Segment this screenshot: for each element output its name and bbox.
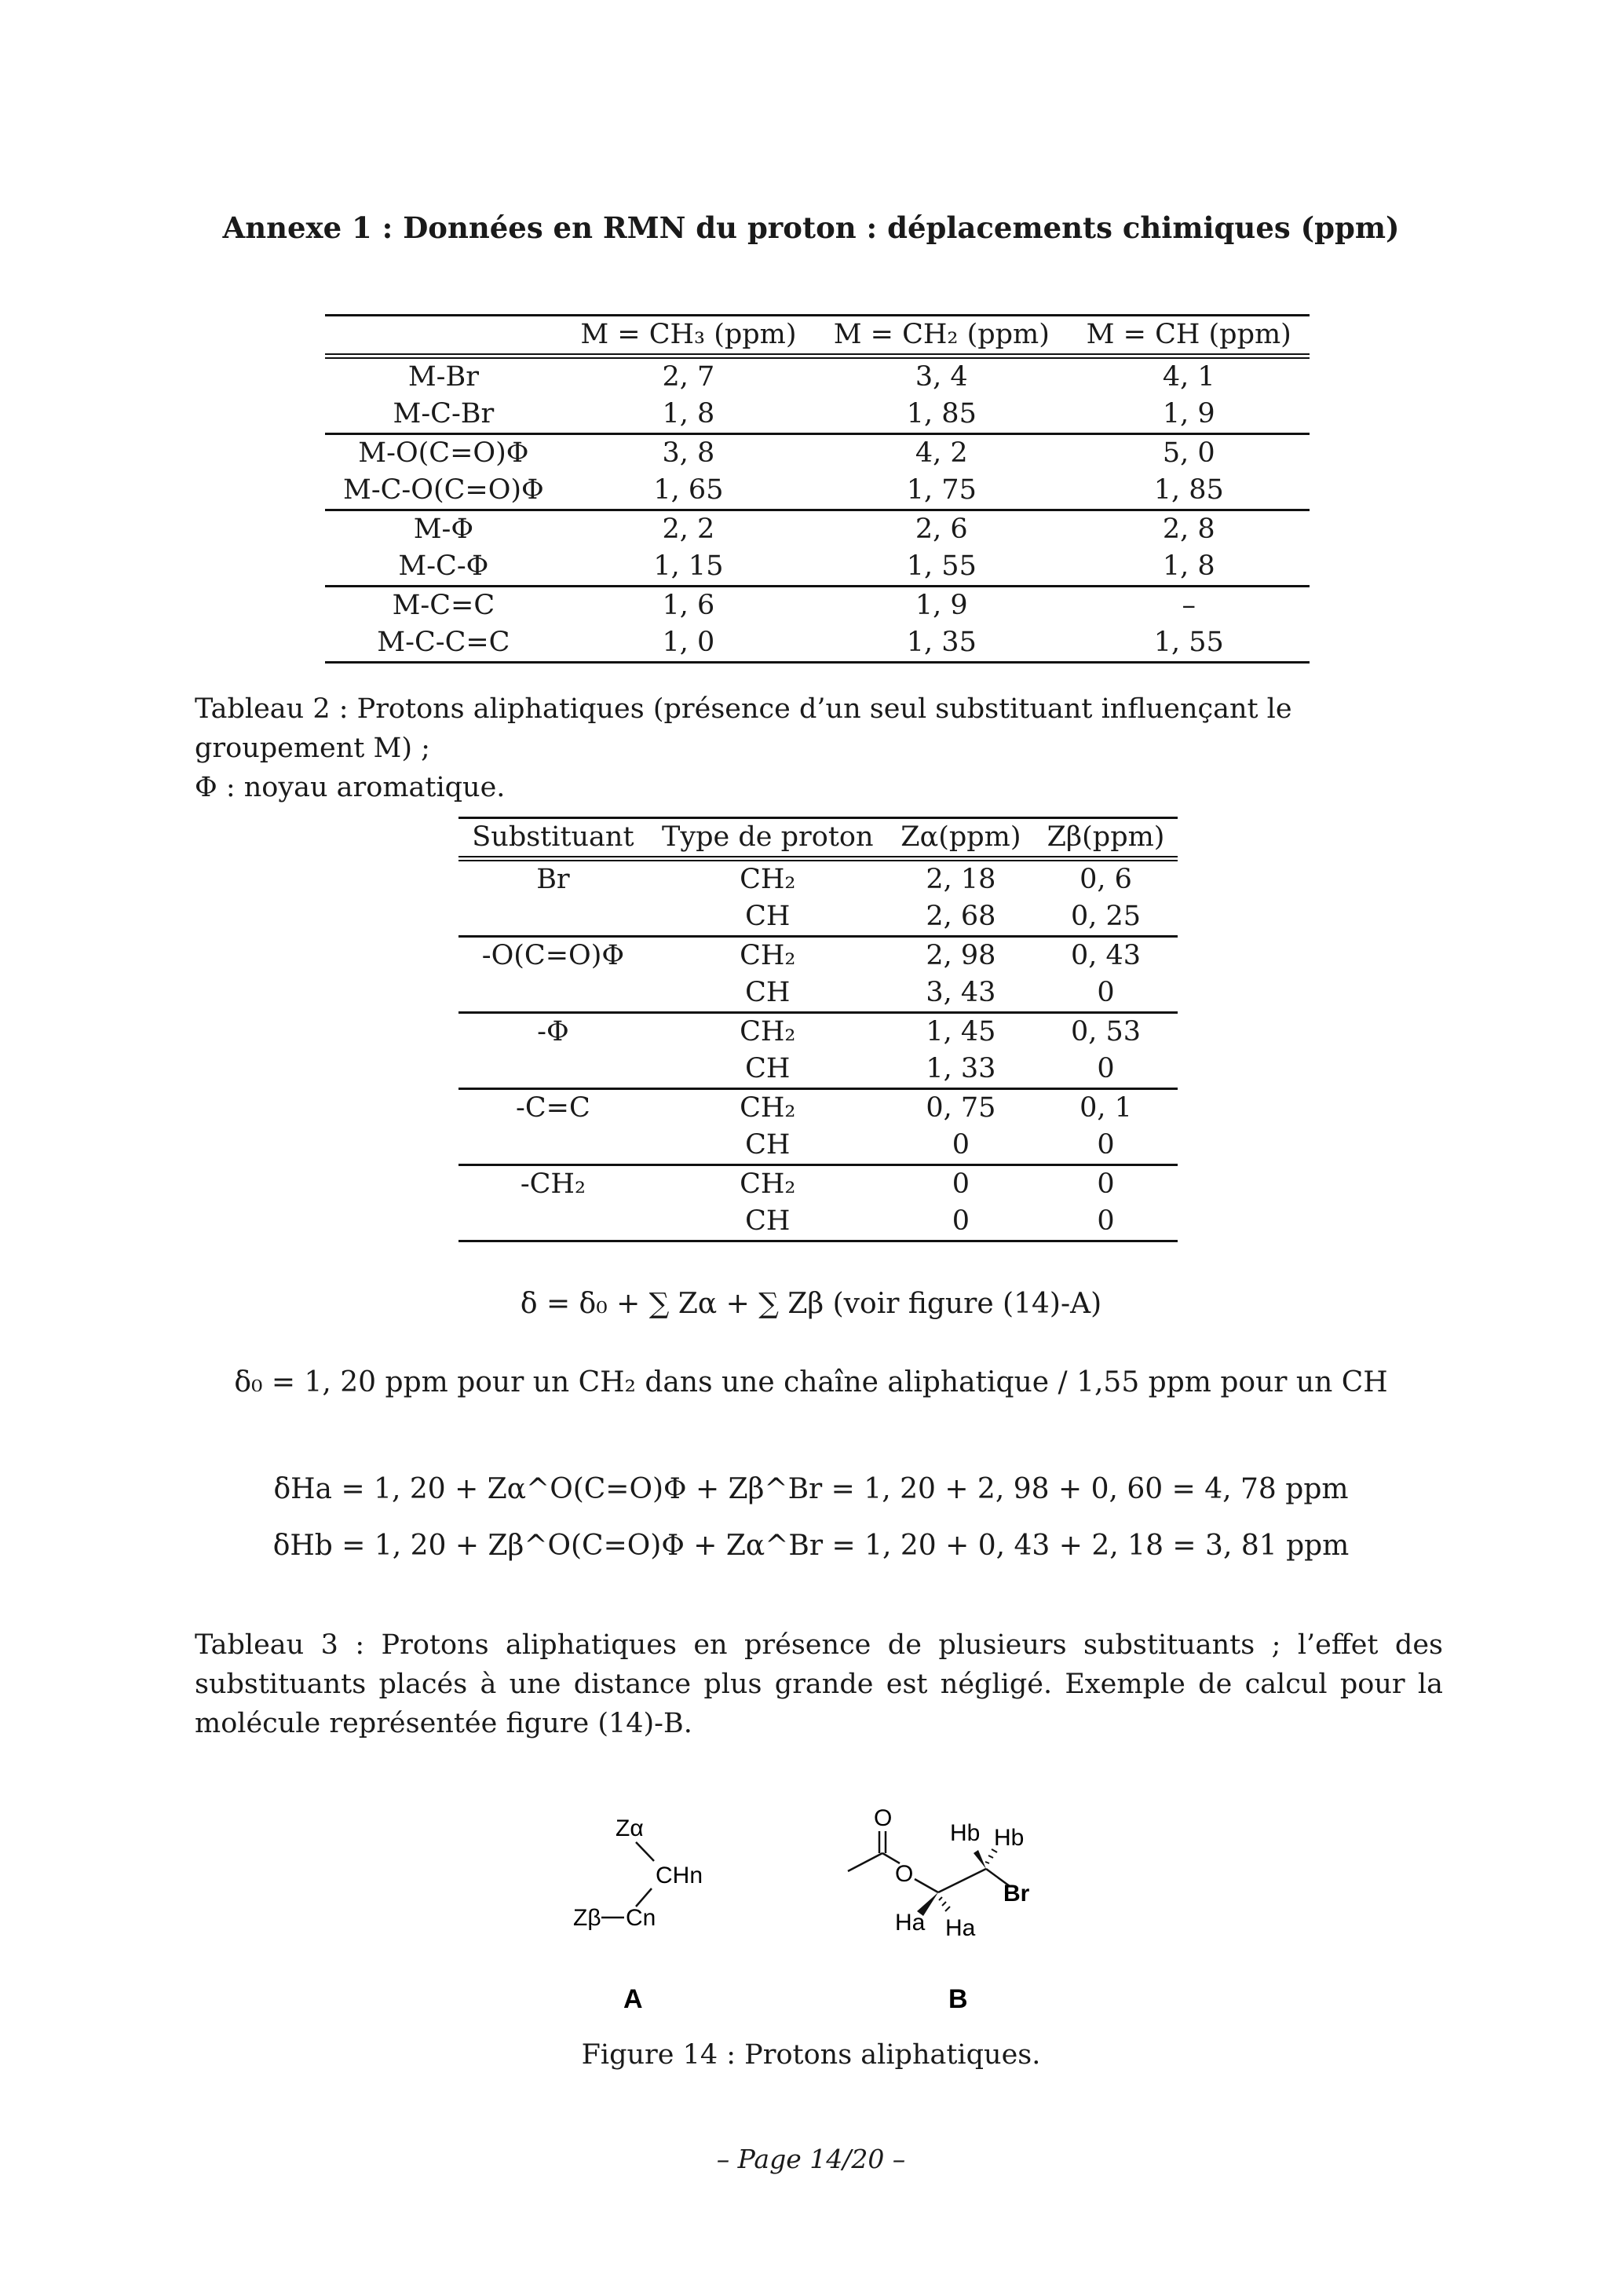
table-row xyxy=(325,510,1310,549)
table-3-cell: -O(C=O)Φ xyxy=(481,940,625,971)
table-3-cell: 0 xyxy=(1097,1205,1115,1237)
table-2-cell: 3, 8 xyxy=(662,437,715,469)
table-2-cell: 1, 15 xyxy=(653,550,724,582)
table-3-cell: 0 xyxy=(952,1168,970,1200)
table-2-cell: 3, 4 xyxy=(915,361,968,393)
table-3-cell: CH₂ xyxy=(740,1016,796,1047)
table-3-header-2: Zα(ppm) xyxy=(901,821,1021,853)
table-row xyxy=(325,548,1310,587)
table-2-cell: 1, 6 xyxy=(662,590,715,621)
annex-title: Annexe 1 : Données en RMN du proton : déplacements chimiques (ppm) xyxy=(222,210,1400,245)
mol-a-z-beta: Zβ xyxy=(573,1905,601,1931)
table-2 xyxy=(325,314,1310,664)
table-3-cell: CH₂ xyxy=(740,940,796,971)
table-3-cell: 0 xyxy=(952,1205,970,1237)
table-row xyxy=(458,898,1178,937)
table-3-cell: CH xyxy=(745,1053,791,1084)
table-3-cell: -C=C xyxy=(516,1092,590,1124)
table-3-cell: 1, 45 xyxy=(926,1016,996,1047)
table-2-cell: M-O(C=O)Φ xyxy=(358,437,529,469)
table-row xyxy=(458,937,1178,975)
table-2-cell: – xyxy=(1182,590,1196,621)
table-3-caption: Tableau 3 : Protons aliphatiques en présence de plusieurs substituants ; l’effet des substituants placés à une distance plus grande est négligé. Exemple de calcul pour la molécule représentée figure (14)-B. xyxy=(195,1629,1443,1739)
table-3-cell: 2, 68 xyxy=(926,901,996,932)
table-2-cell: 1, 8 xyxy=(1162,550,1215,582)
table-2-cell: 2, 6 xyxy=(915,514,968,545)
table-row xyxy=(458,859,1178,899)
mol-a-z-alpha: Zα xyxy=(616,1815,644,1841)
mol-a-cn: Cn xyxy=(626,1905,656,1931)
table-2-cell: M-C-O(C=O)Φ xyxy=(342,474,544,506)
table-2-cell: M-Br xyxy=(407,361,479,393)
table-row xyxy=(458,1051,1178,1089)
table-row xyxy=(458,1013,1178,1051)
table-3-cell xyxy=(458,898,648,937)
table-2-cell: 1, 35 xyxy=(906,627,977,658)
table-row xyxy=(325,624,1310,663)
delta0-definition: δ₀ = 1, 20 ppm pour un CH₂ dans une chaîne aliphatique / 1,55 ppm pour un CH xyxy=(234,1366,1388,1398)
mol-b-br: Br xyxy=(1003,1881,1030,1907)
mol-b-ha-1: Ha xyxy=(895,1910,926,1936)
table-row xyxy=(325,356,1310,397)
table-row xyxy=(458,1089,1178,1128)
table-3-cell: CH xyxy=(745,1129,791,1161)
chemical-shift-formula: δ = δ₀ + ∑ Zα + ∑ Zβ (voir figure (14)-A) xyxy=(520,1288,1102,1320)
table-2-cell: 2, 7 xyxy=(662,361,715,393)
table-2-cell: 4, 1 xyxy=(1162,361,1215,393)
mol-a-chn: CHn xyxy=(656,1863,703,1888)
table-2-cell: M-C-Φ xyxy=(398,550,489,582)
figure-14-molecules xyxy=(550,1790,1115,2026)
table-row xyxy=(458,974,1178,1013)
mol-b-hb-2: Hb xyxy=(994,1825,1025,1851)
table-3-cell: 2, 18 xyxy=(926,864,996,895)
table-3-cell xyxy=(458,1051,648,1089)
table-3-cell: -CH₂ xyxy=(520,1168,586,1200)
table-3-cell xyxy=(458,1203,648,1241)
equation-hb: δHb = 1, 20 + Zβ^O(C=O)Φ + Zα^Br = 1, 20 + 0, 43 + 2, 18 = 3, 81 ppm xyxy=(272,1530,1350,1562)
table-row xyxy=(325,396,1310,434)
table-2-cell: M-C=C xyxy=(392,590,495,621)
table-3-cell: 0 xyxy=(1097,1053,1115,1084)
table-row xyxy=(325,587,1310,625)
table-3-cell: 0 xyxy=(1097,977,1115,1008)
table-row xyxy=(325,434,1310,473)
table-2-cell: 2, 2 xyxy=(662,514,715,545)
table-3-cell: CH xyxy=(745,1205,791,1237)
table-3-cell: CH₂ xyxy=(740,864,796,895)
table-3-cell: 0, 25 xyxy=(1071,901,1142,932)
table-3-cell: 2, 98 xyxy=(926,940,996,971)
table-3-cell xyxy=(458,1127,648,1165)
table-2-cell: 1, 55 xyxy=(1153,627,1224,658)
table-3-cell: 1, 33 xyxy=(926,1053,996,1084)
table-2-cell: 1, 75 xyxy=(906,474,977,506)
mol-b-hb-1: Hb xyxy=(950,1820,981,1846)
table-3-header-1: Type de proton xyxy=(662,821,874,853)
mol-b-ester-o: O xyxy=(895,1861,914,1887)
table-row xyxy=(458,1165,1178,1204)
table-3-cell: 0, 1 xyxy=(1080,1092,1132,1124)
figure-14-caption: Figure 14 : Protons aliphatiques. xyxy=(581,2039,1041,2071)
mol-b-ha-2: Ha xyxy=(945,1915,976,1941)
table-3-cell: 0, 53 xyxy=(1071,1016,1142,1047)
table-3-cell: 0, 6 xyxy=(1080,864,1132,895)
table-3-cell: CH xyxy=(745,901,791,932)
molecule-a xyxy=(573,1815,703,2014)
table-3-cell: CH xyxy=(745,977,791,1008)
table-3-cell: -Φ xyxy=(537,1016,569,1047)
table-3-cell: 0, 43 xyxy=(1071,940,1142,971)
table-3-cell: 0 xyxy=(1097,1168,1115,1200)
table-2-caption: Tableau 2 : Protons aliphatiques (présence d’un seul substituant influençant le groupement M) ; Φ : noyau aromatique. xyxy=(195,693,1292,803)
table-row xyxy=(458,1127,1178,1165)
table-3-header-0: Substituant xyxy=(472,821,634,853)
table-2-cell: M-C-C=C xyxy=(377,627,510,658)
table-3-cell: CH₂ xyxy=(740,1168,796,1200)
table-2-header-0 xyxy=(325,316,562,356)
table-2-header-1: M = CH₃ (ppm) xyxy=(580,319,797,350)
molecule-b xyxy=(848,1805,1030,2014)
table-2-cell: 1, 9 xyxy=(915,590,968,621)
table-2-cell: 1, 85 xyxy=(1153,474,1224,506)
mol-b-carbonyl-o: O xyxy=(874,1805,893,1831)
table-2-header-3: M = CH (ppm) xyxy=(1086,319,1291,350)
table-2-cell: M-Φ xyxy=(413,514,474,545)
table-3-cell: 0 xyxy=(952,1129,970,1161)
table-3-cell: Br xyxy=(536,864,570,895)
mol-b-label: B xyxy=(948,1984,968,2014)
table-2-header-2: M = CH₂ (ppm) xyxy=(833,319,1050,350)
table-row xyxy=(325,472,1310,510)
table-2-cell: 1, 0 xyxy=(662,627,715,658)
equation-ha: δHa = 1, 20 + Zα^O(C=O)Φ + Zβ^Br = 1, 20 + 2, 98 + 0, 60 = 4, 78 ppm xyxy=(273,1473,1349,1505)
table-3-cell: CH₂ xyxy=(740,1092,796,1124)
table-3-cell: 3, 43 xyxy=(926,977,996,1008)
table-2-cell: M-C-Br xyxy=(393,398,495,430)
table-2-cell: 4, 2 xyxy=(915,437,968,469)
table-2-cell: 1, 55 xyxy=(906,550,977,582)
page-number: – Page 14/20 – xyxy=(716,2144,906,2174)
table-2-cell: 1, 65 xyxy=(653,474,724,506)
table-2-cell: 1, 9 xyxy=(1162,398,1215,430)
table-2-cell: 1, 85 xyxy=(906,398,977,430)
table-2-cell: 5, 0 xyxy=(1162,437,1215,469)
table-2-cell: 2, 8 xyxy=(1162,514,1215,545)
table-2-cell: 1, 8 xyxy=(662,398,715,430)
table-3 xyxy=(458,817,1178,1242)
table-3-header-3: Zβ(ppm) xyxy=(1047,821,1165,853)
table-row xyxy=(458,1203,1178,1241)
table-3-cell xyxy=(458,974,648,1013)
table-3-cell: 0, 75 xyxy=(926,1092,996,1124)
mol-a-label: A xyxy=(623,1984,643,2014)
table-3-cell: 0 xyxy=(1097,1129,1115,1161)
